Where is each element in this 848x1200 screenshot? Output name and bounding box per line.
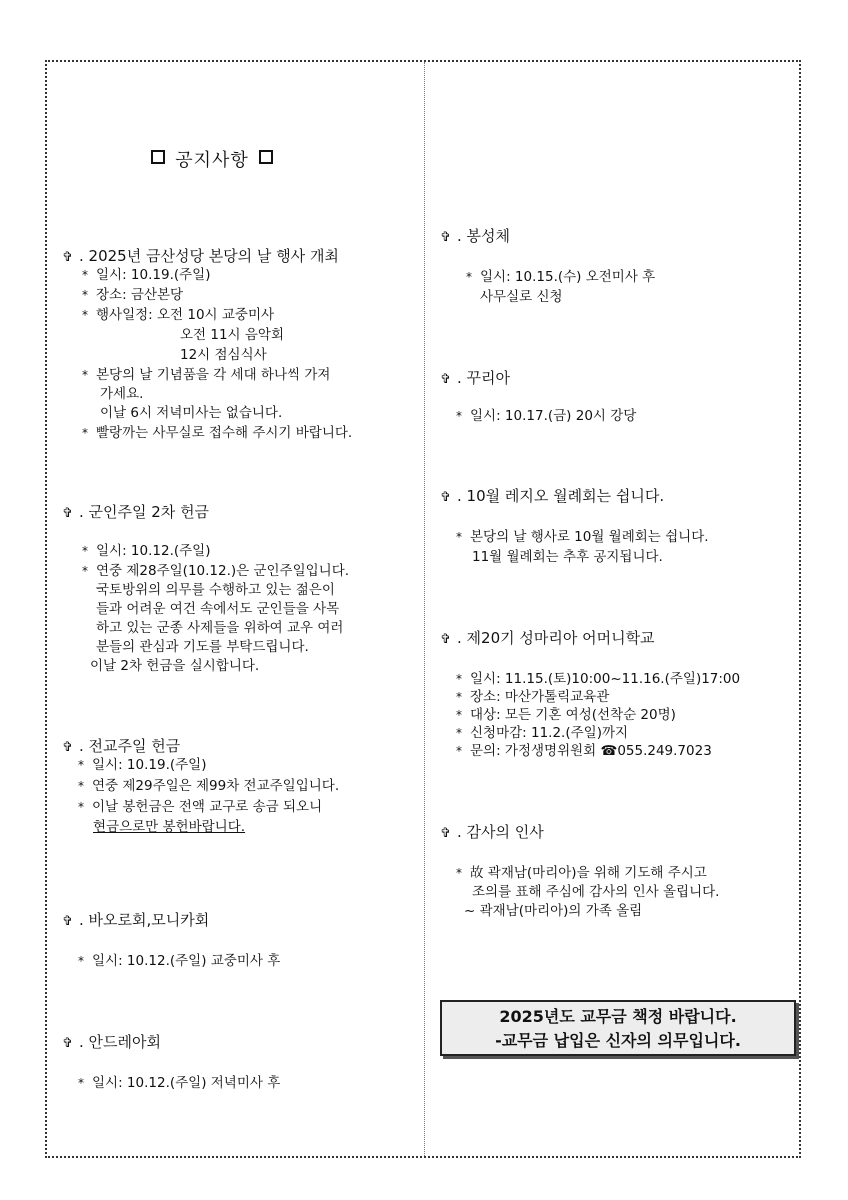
square-icon xyxy=(259,150,273,164)
list-item: 12시 점심식사 xyxy=(180,347,267,363)
star-icon: * xyxy=(82,288,88,302)
list-item: 이날 2차 헌금을 실시합니다. xyxy=(90,658,260,674)
list-item: * 문의: 가정생명위원회 ☎055.249.7023 xyxy=(456,742,712,762)
cross-icon: ✞ xyxy=(62,914,73,929)
cross-icon: ✞ xyxy=(440,826,451,841)
section-heading: ✞ . 바오로회,모니카회 xyxy=(62,910,209,932)
list-item: * 본당의 날 행사로 10월 월례회는 쉽니다. xyxy=(456,528,709,548)
page-title xyxy=(0,146,424,172)
list-item: * 일시: 10.15.(수) 오전미사 후 xyxy=(466,268,655,288)
list-item: 조의를 표해 주심에 감사의 인사 올립니다. xyxy=(472,884,720,900)
star-icon: * xyxy=(78,1076,84,1090)
list-item: * 신청마감: 11.2.(주일)까지 xyxy=(456,724,628,744)
cross-icon: ✞ xyxy=(440,490,451,505)
star-icon: * xyxy=(82,308,88,322)
square-icon xyxy=(151,150,165,164)
list-item: * 일시: 10.12.(주일) 저녁미사 후 xyxy=(78,1074,280,1094)
list-item: * 연중 제29주일은 제99차 전교주일입니다. xyxy=(78,777,339,797)
star-icon: * xyxy=(456,530,462,544)
list-item: * 장소: 마산가톨릭교육관 xyxy=(456,688,609,708)
notice-line-2: -교무금 납입은 신자의 의무입니다. xyxy=(495,1031,741,1050)
list-item: * 연중 제28주일(10.12.)은 군인주일입니다. xyxy=(82,562,349,582)
list-item: * 일시: 11.15.(토)10:00~11.16.(주일)17:00 xyxy=(456,670,740,690)
list-item: 이날 6시 저녁미사는 없습니다. xyxy=(100,405,283,421)
list-item: 분들의 관심과 기도를 부탁드립니다. xyxy=(96,639,309,655)
section-heading: ✞ . 꾸리아 xyxy=(440,368,510,390)
star-icon: * xyxy=(82,426,88,440)
star-icon: * xyxy=(456,866,462,880)
section-heading: ✞ . 2025년 금산성당 본당의 날 행사 개최 xyxy=(62,246,339,268)
list-item: 들과 어려운 여건 속에서도 군인들을 사목 xyxy=(96,601,340,617)
section-heading: ✞ . 안드레아회 xyxy=(62,1032,161,1054)
cross-icon: ✞ xyxy=(62,506,73,521)
star-icon: * xyxy=(82,544,88,558)
section-heading: ✞ . 감사의 인사 xyxy=(440,822,544,844)
list-item: * 본당의 날 기념품을 각 세대 하나씩 가져 xyxy=(82,366,330,386)
notice-line-1: 2025년도 교무금 책정 바랍니다. xyxy=(499,1007,737,1026)
notice-box xyxy=(440,1000,796,1056)
list-item: * 행사일정: 오전 10시 교중미사 xyxy=(82,306,274,326)
list-item: * 이날 봉헌금은 전액 교구로 송금 되오니 xyxy=(78,798,322,818)
list-item: * 대상: 모든 기혼 여성(선착순 20명) xyxy=(456,706,676,726)
star-icon: * xyxy=(78,800,84,814)
star-icon: * xyxy=(82,564,88,578)
cross-icon: ✞ xyxy=(62,740,73,755)
list-item: * 일시: 10.19.(주일) xyxy=(82,266,210,286)
list-item: 하고 있는 군종 사제들을 위하여 교우 여러 xyxy=(96,620,344,636)
cross-icon: ✞ xyxy=(440,632,451,647)
list-item: 국토방위의 의무를 수행하고 있는 젊은이 xyxy=(96,582,335,598)
star-icon: * xyxy=(78,954,84,968)
star-icon: * xyxy=(456,744,462,758)
star-icon: * xyxy=(456,726,462,740)
list-item: 가세요. xyxy=(100,386,144,402)
cross-icon: ✞ xyxy=(62,1036,73,1051)
section-heading: ✞ . 봉성체 xyxy=(440,226,510,248)
list-item: 11월 월례회는 추후 공지됩니다. xyxy=(472,549,663,565)
star-icon: * xyxy=(466,270,472,284)
list-item: * 일시: 10.19.(주일) xyxy=(78,756,206,776)
section-heading: ✞ . 전교주일 헌금 xyxy=(62,736,180,758)
star-icon: * xyxy=(78,779,84,793)
list-item: 사무실로 신청 xyxy=(480,289,563,305)
section-heading: ✞ . 군인주일 2차 헌금 xyxy=(62,502,209,524)
star-icon: * xyxy=(456,672,462,686)
page-title-text: 공지사항 xyxy=(175,150,249,171)
cross-icon: ✞ xyxy=(62,250,73,265)
list-item: * 일시: 10.17.(금) 20시 강당 xyxy=(456,407,636,427)
list-item: * 장소: 금산본당 xyxy=(82,286,183,306)
list-item: 현금으로만 봉헌바랍니다. xyxy=(93,819,246,835)
list-item: * 빨랑까는 사무실로 접수해 주시기 바랍니다. xyxy=(82,424,352,444)
column-divider xyxy=(424,62,425,1156)
list-item: ~ 곽재남(마리아)의 가족 올림 xyxy=(464,903,643,919)
star-icon: * xyxy=(456,690,462,704)
star-icon: * xyxy=(456,708,462,722)
star-icon: * xyxy=(456,409,462,423)
cross-icon: ✞ xyxy=(440,230,451,245)
list-item: * 故 곽재남(마리아)을 위해 기도해 주시고 xyxy=(456,864,707,884)
list-item: 오전 11시 음악회 xyxy=(180,327,285,343)
star-icon: * xyxy=(78,758,84,772)
star-icon: * xyxy=(82,368,88,382)
list-item: * 일시: 10.12.(주일) xyxy=(82,542,210,562)
list-item: * 일시: 10.12.(주일) 교중미사 후 xyxy=(78,952,280,972)
section-heading: ✞ . 제20기 성마리아 어머니학교 xyxy=(440,628,655,650)
section-heading: ✞ . 10월 레지오 월례회는 쉽니다. xyxy=(440,486,664,508)
cross-icon: ✞ xyxy=(440,372,451,387)
star-icon: * xyxy=(82,268,88,282)
